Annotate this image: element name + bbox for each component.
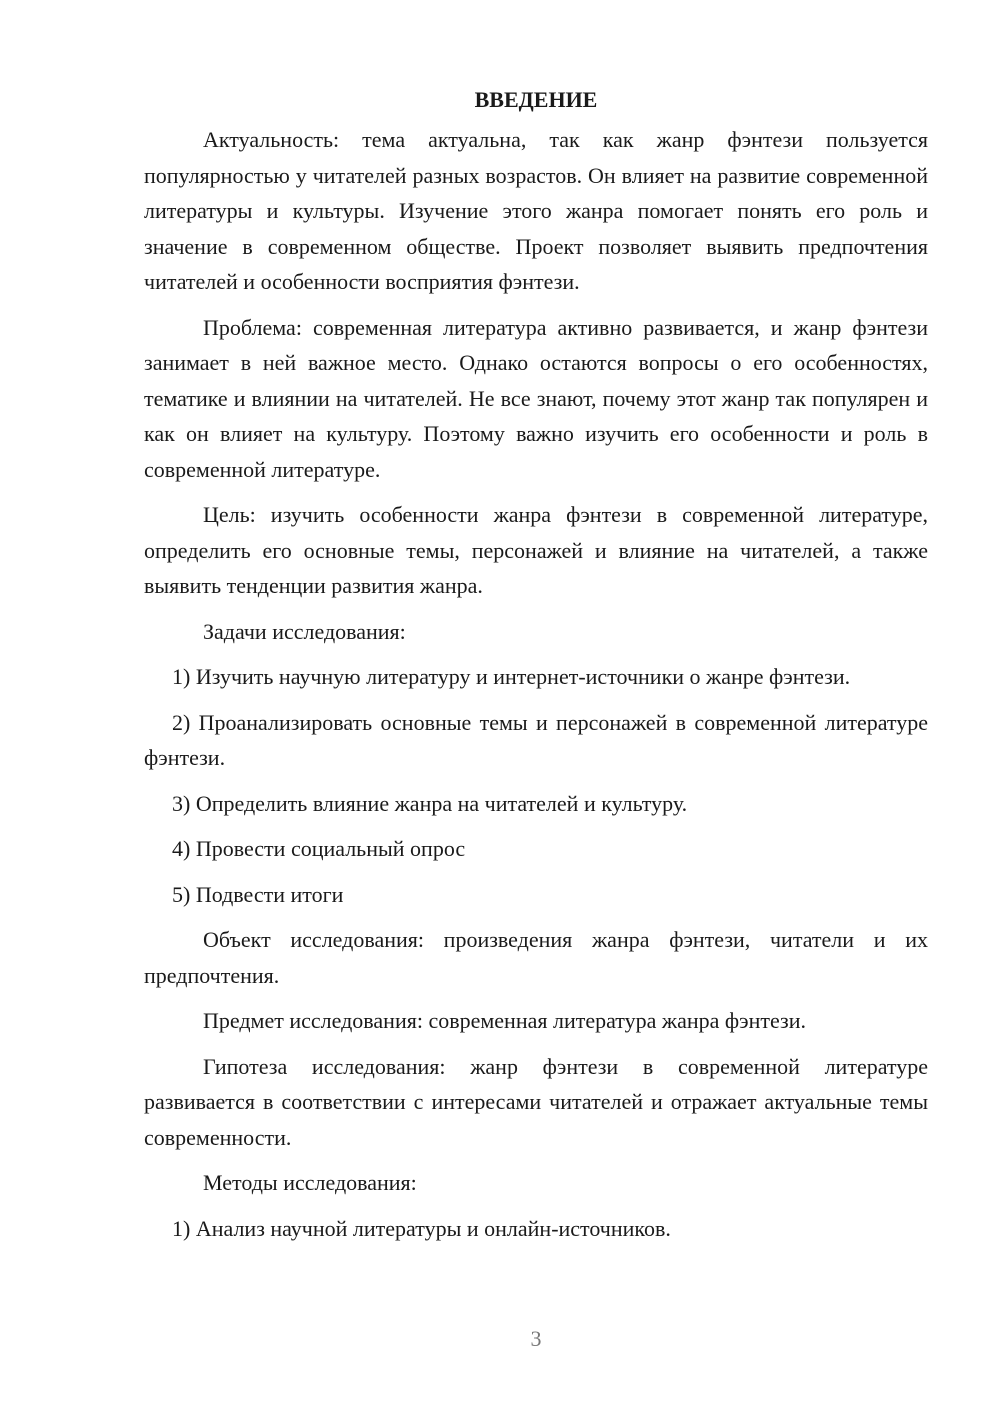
subject-paragraph: Предмет исследования: современная литература жанра фэнтези. [203,1008,806,1033]
goal-paragraph: Цель: изучить особенности жанра фэнтези в современной литературе, определить его основные темы, персонажей и влияние на читателей, а также выявить тенденции развития жанра. [144,502,928,598]
methods-heading: Методы исследования: [203,1170,417,1195]
section-heading: ВВЕДЕНИЕ [474,87,598,112]
task-item: 2) Проанализировать основные темы и персонажей в современной литературе фэнтези. [144,709,928,770]
document-page [144,88,928,1246]
page-number: 3 [530,1326,542,1351]
task-item: 3) Определить влияние жанра на читателей и культуру. [172,790,688,816]
relevance-paragraph: Актуальность: тема актуальна, так как жанр фэнтези пользуется популярностью у читателей разных возрастов. Он влияет на развитие современной литературы и культуры. Изучение этого жанра помогает понять его роль и значение в современном обществе. Проект позволяет выявить предпочтения читателей и особенности восприятия фэнтези. [144,127,928,294]
method-item: 1) Анализ научной литературы и онлайн-источников. [172,1215,671,1241]
task-item: 1) Изучить научную литературу и интернет-источники о жанре фэнтези. [172,664,851,689]
task-item: 5) Подвести итоги [172,881,344,907]
task-item: 4) Провести социальный опрос [172,836,466,861]
problem-paragraph: Проблема: современная литература активно развивается, и жанр фэнтези занимает в ней важное место. Однако остаются вопросы о его особенностях, тематике и влиянии на читателей. Не все знают, почему этот жанр так популярен и как он влияет на культуру. Поэтому важно изучить его особенности и роль в современной литературе. [144,314,928,482]
object-paragraph: Объект исследования: произведения жанра фэнтези, читатели и их предпочтения. [144,927,928,988]
tasks-heading: Задачи исследования: [203,618,406,644]
hypothesis-paragraph: Гипотеза исследования: жанр фэнтези в современной литературе развивается в соответствии с интересами читателей и отражает актуальные темы современности. [144,1053,928,1150]
